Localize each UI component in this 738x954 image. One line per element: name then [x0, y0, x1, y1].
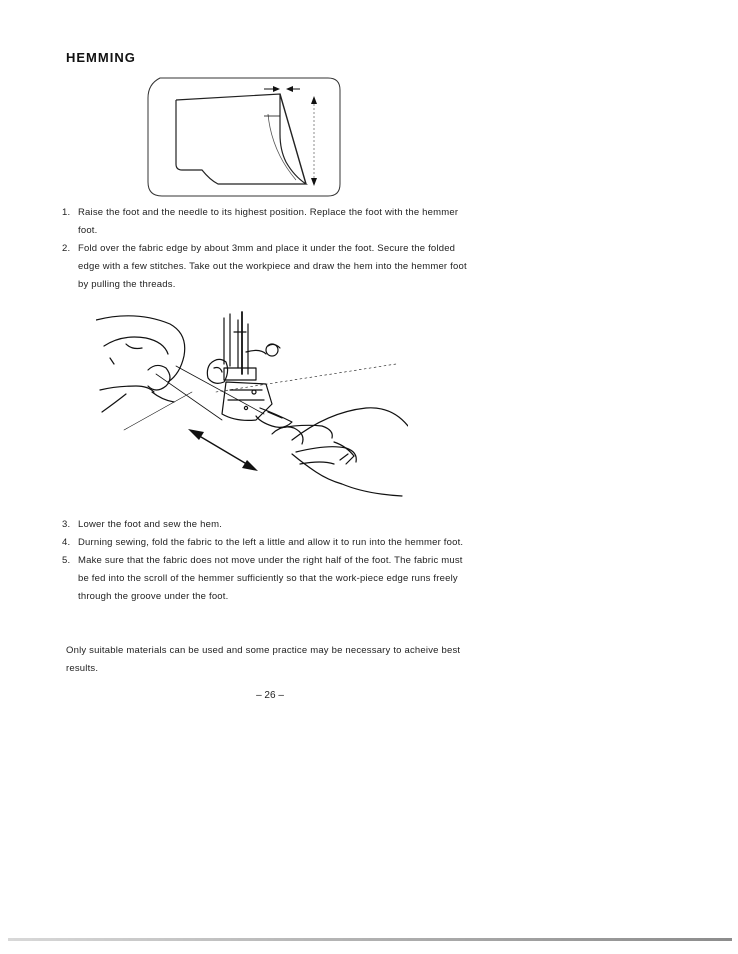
step-text: Lower the foot and sew the hem. — [78, 519, 223, 530]
note-paragraph: Only suitable materials can be used and some practice may be necessary to acheive best results. — [66, 644, 461, 674]
list-item — [60, 240, 472, 294]
hem-fold-diagram — [146, 76, 342, 198]
steps-list-2 — [60, 516, 472, 606]
step-number: 4. — [62, 537, 71, 548]
list-item — [60, 516, 472, 534]
step-number: 1. — [62, 207, 71, 218]
step-number: 5. — [62, 555, 71, 566]
list-item — [60, 204, 472, 240]
page-number: – 26 – — [256, 690, 284, 701]
steps-list-1 — [60, 204, 472, 294]
step-text: Durning sewing, fold the fabric to the left a little and allow it to run into the hemmer foot. — [78, 537, 464, 548]
step-text: Raise the foot and the needle to its highest position. Replace the foot with the hemmer foot. — [78, 207, 459, 236]
step-text: Fold over the fabric edge by about 3mm and place it under the foot. Secure the folded edge with a few stitches. Take out the workpiece and draw the hem into the hemmer foot by pulling the threads. — [78, 243, 467, 290]
bottom-rule — [8, 938, 732, 941]
step-number: 2. — [62, 243, 71, 254]
step-text: Make sure that the fabric does not move under the right half of the foot. The fabric must be fed into the scroll of the hemmer sufficiently so that the work-piece edge runs freely through the groove under the foot. — [78, 555, 463, 602]
list-item — [60, 534, 472, 552]
list-item — [60, 552, 472, 606]
step-number: 3. — [62, 519, 71, 530]
hemmer-foot-illustration — [96, 304, 408, 500]
page-title: HEMMING — [66, 50, 136, 65]
